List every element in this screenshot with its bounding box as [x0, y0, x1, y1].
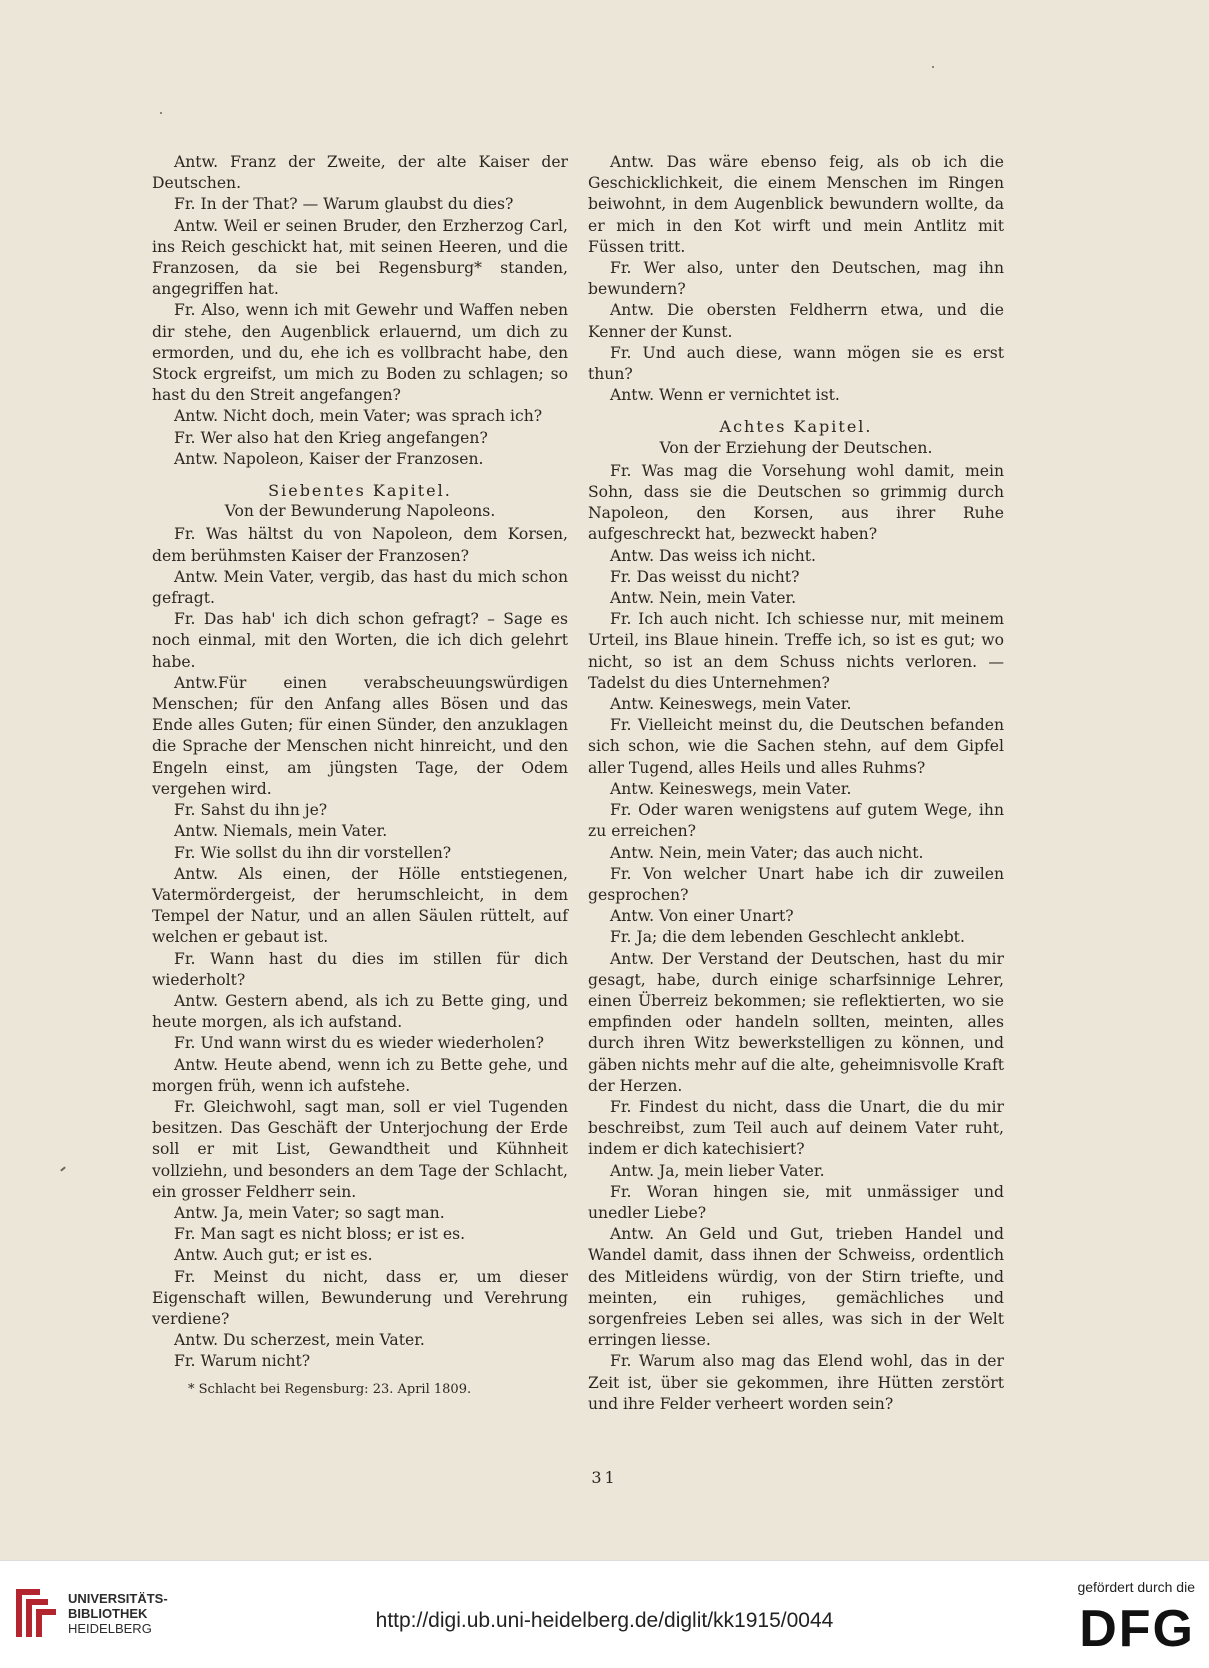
dialogue-paragraph: Antw. Napoleon, Kaiser der Franzosen.	[174, 449, 484, 468]
dialogue-paragraph: Antw. Du scherzest, mein Vater.	[174, 1331, 425, 1350]
dialogue-paragraph: Fr. Oder waren wenigstens auf gutem Wege, ihn zu erreichen?	[588, 801, 1004, 841]
chapter-subtitle: Von der Erziehung der Deutschen.	[659, 438, 933, 457]
dialogue-paragraph: Fr. Und wann wirst du es wieder wiederholen?	[174, 1034, 544, 1053]
dialogue-paragraph: Fr. Meinst du nicht, dass er, um dieser Eigenschaft willen, Bewunderung und Verehrung verdiene?	[152, 1267, 568, 1328]
dialogue-paragraph: Fr. Man sagt es nicht bloss; er ist es.	[174, 1225, 466, 1244]
scan-speck	[160, 112, 162, 114]
dialogue-paragraph: Antw. Das wäre ebenso feig, als ob ich die Geschicklichkeit, die einem Menschen im Ringen beiwohnt, in dem Augenblick bewundern wollte, da er mich in den Kot wirft und mein Antlitz mit Füssen tritt.	[588, 153, 1004, 256]
dialogue-paragraph: Fr. In der That? — Warum glaubst du dies?	[174, 195, 514, 214]
dialogue-paragraph: Antw. Nicht doch, mein Vater; was sprach ich?	[174, 407, 543, 426]
footnote: * Schlacht bei Regensburg: 23. April 1809.	[188, 1381, 472, 1397]
dialogue-paragraph: Fr. Wann hast du dies im stillen für dich wiederholt?	[152, 949, 568, 989]
dialogue-paragraph: Antw.Für einen verabscheuungswürdigen Menschen; für den Anfang alles Bösen und das Ende alles Guten; für einen Sünder, den anzuklagen die Sprache der Menschen nicht hinreicht, und den Engeln einst, am jüngsten Tage, der Odem vergehen wird.	[152, 673, 568, 798]
dialogue-paragraph: Antw. Der Verstand der Deutschen, hast du mir gesagt, habe, durch einige scharfsinnige Lehrer, einen Überreiz bekommen; sie reflektierten, wo sie empfinden oder handeln sollten, meinten, alles durch ihren Witz bewerkstelligen zu können, und gäben nichts mehr auf die alte, geheimnisvolle Kraft der Herzen.	[588, 949, 1004, 1095]
dialogue-paragraph: Antw. Keineswegs, mein Vater.	[610, 695, 852, 714]
dialogue-paragraph: Antw. Weil er seinen Bruder, den Erzherzog Carl, ins Reich geschickt hat, mit seinen Heeren, und die Franzosen, da sie bei Regensburg* standen, angegriffen hat.	[152, 216, 568, 299]
dialogue-paragraph: Fr. Ja; die dem lebenden Geschlecht anklebt.	[610, 928, 965, 947]
dialogue-paragraph: Fr. Das hab' ich dich schon gefragt? – Sage es noch einmal, mit den Worten, die ich dich gelehrt habe.	[152, 610, 568, 671]
dialogue-paragraph: Fr. Das weisst du nicht?	[610, 567, 800, 586]
library-line-3: HEIDELBERG	[68, 1621, 152, 1636]
scan-speck	[932, 66, 934, 68]
dialogue-paragraph: Antw. Keineswegs, mein Vater.	[610, 779, 852, 798]
dialogue-paragraph: Antw. Heute abend, wenn ich zu Bette gehe, und morgen früh, wenn ich aufstehe.	[152, 1055, 568, 1095]
dialogue-paragraph: Fr. Gleichwohl, sagt man, soll er viel Tugenden besitzen. Das Geschäft der Unterjochung der Erde soll er mit List, Gewandtheit und Kühnheit vollziehn, und besonders an dem Tage der Schlacht, ein grosser Feldherr sein.	[152, 1097, 568, 1201]
dialogue-paragraph: Fr. Vielleicht meinst du, die Deutschen befanden sich schon, wie die Sachen stehn, auf dem Gipfel aller Tugend, alles Heils und alles Ruhms?	[588, 716, 1004, 777]
dialogue-paragraph: Antw. Nein, mein Vater.	[610, 589, 797, 608]
dialogue-paragraph: Antw. Ja, mein Vater; so sagt man.	[174, 1203, 445, 1222]
dialogue-paragraph: Antw. Mein Vater, vergib, das hast du mich schon gefragt.	[152, 567, 568, 608]
funding-caption: gefördert durch die	[1077, 1579, 1195, 1595]
dialogue-paragraph: Fr. Von welcher Unart habe ich dir zuweilen gesprochen?	[588, 864, 1004, 904]
dialogue-paragraph: Fr. Warum nicht?	[174, 1352, 311, 1371]
library-line-1: UNIVERSITÄTS-	[68, 1591, 168, 1606]
dialogue-paragraph: Antw. Die obersten Feldherrn etwa, und die Kenner der Kunst.	[588, 301, 1004, 341]
dialogue-paragraph: Fr. Ich auch nicht. Ich schiesse nur, mit meinem Urteil, ins Blaue hinein. Treffe ich, so ist es gut; wo nicht, so ist an dem Schuss nichts verloren. — Tadelst du dies Unternehmen?	[588, 610, 1004, 692]
scan-speck	[60, 1166, 66, 1171]
dialogue-paragraph: Fr. Woran hingen sie, mit unmässiger und unedler Liebe?	[588, 1182, 1004, 1222]
dialogue-paragraph: Antw. Von einer Unart?	[610, 907, 794, 926]
dialogue-paragraph: Fr. Und auch diese, wann mögen sie es erst thun?	[588, 343, 1004, 384]
dialogue-paragraph: Antw. Nein, mein Vater; das auch nicht.	[610, 843, 924, 862]
right-text-column	[588, 152, 1004, 1415]
dialogue-paragraph: Fr. Wer also, unter den Deutschen, mag ihn bewundern?	[588, 259, 1004, 299]
dialogue-paragraph: Fr. Wer also hat den Krieg angefangen?	[174, 428, 488, 447]
left-text-column	[152, 152, 568, 1399]
dialogue-paragraph: Antw. Auch gut; er ist es.	[174, 1246, 373, 1265]
dialogue-paragraph: Antw. Das weiss ich nicht.	[610, 546, 817, 565]
dialogue-paragraph: Fr. Warum also mag das Elend wohl, das in der Zeit ist, über sie gekommen, ihre Hütten zerstört und ihre Felder verheert worden sein?	[588, 1352, 1004, 1413]
dialogue-paragraph: Antw. Ja, mein lieber Vater.	[610, 1161, 825, 1180]
dialogue-paragraph: Antw. Franz der Zweite, der alte Kaiser der Deutschen.	[152, 153, 568, 193]
permalink-url[interactable]: http://digi.ub.uni-heidelberg.de/diglit/kk1915/0044	[375, 1609, 834, 1632]
page-number: 31	[591, 1468, 618, 1487]
dialogue-paragraph: Fr. Also, wenn ich mit Gewehr und Waffen neben dir stehe, den Augenblick erlauernd, um dich zu ermorden, und du, ehe ich es vollbracht habe, den Stock ergreifst, um mich zu Boden zu schlagen; so hast du den Streit angefangen?	[152, 301, 568, 405]
dialogue-paragraph: Fr. Wie sollst du ihn dir vorstellen?	[174, 843, 452, 862]
dialogue-paragraph: Fr. Was mag die Vorsehung wohl damit, mein Sohn, dass sie die Deutschen so grimmig durch Napoleon, den Korsen, aus ihrer Ruhe aufgeschreckt hat, bezweckt haben?	[588, 461, 1004, 544]
dialogue-paragraph: Fr. Was hältst du von Napoleon, dem Korsen, dem berühmsten Kaiser der Franzosen?	[152, 525, 568, 565]
chapter-subtitle: Von der Bewunderung Napoleons.	[224, 502, 496, 521]
chapter-heading: Siebentes Kapitel.	[268, 481, 452, 501]
library-line-2: BIBLIOTHEK	[68, 1606, 148, 1621]
dialogue-paragraph: Antw. An Geld und Gut, trieben Handel und Wandel damit, dass ihnen der Schweiss, ordentlich des Mitleidens würdig, von der Stirn triefte, und meinten, ein ruhiges, gemächliches und sorgenfreies Leben sei alles, was sich in der Welt erringen liesse.	[588, 1225, 1004, 1350]
chapter-heading: Achtes Kapitel.	[719, 417, 873, 437]
dialogue-paragraph: Antw. Wenn er vernichtet ist.	[610, 386, 840, 405]
dialogue-paragraph: Antw. Gestern abend, als ich zu Bette ging, und heute morgen, als ich aufstand.	[152, 991, 568, 1032]
viewer-footer	[0, 1560, 1209, 1668]
dialogue-paragraph: Antw. Niemals, mein Vater.	[174, 822, 388, 841]
dfg-logo[interactable]: DFG	[1079, 1600, 1195, 1658]
dialogue-paragraph: Fr. Sahst du ihn je?	[174, 801, 328, 820]
dialogue-paragraph: Antw. Als einen, der Hölle entstiegenen, Vatermördergeist, der herumschleicht, in dem Tempel der Natur, und an allen Säulen rüttelt, auf welchen er gebaut ist.	[152, 864, 568, 947]
dialogue-paragraph: Fr. Findest du nicht, dass die Unart, die du mir beschreibst, zum Teil auch auf deinem Vater ruht, indem er dich katechisiert?	[588, 1097, 1004, 1159]
